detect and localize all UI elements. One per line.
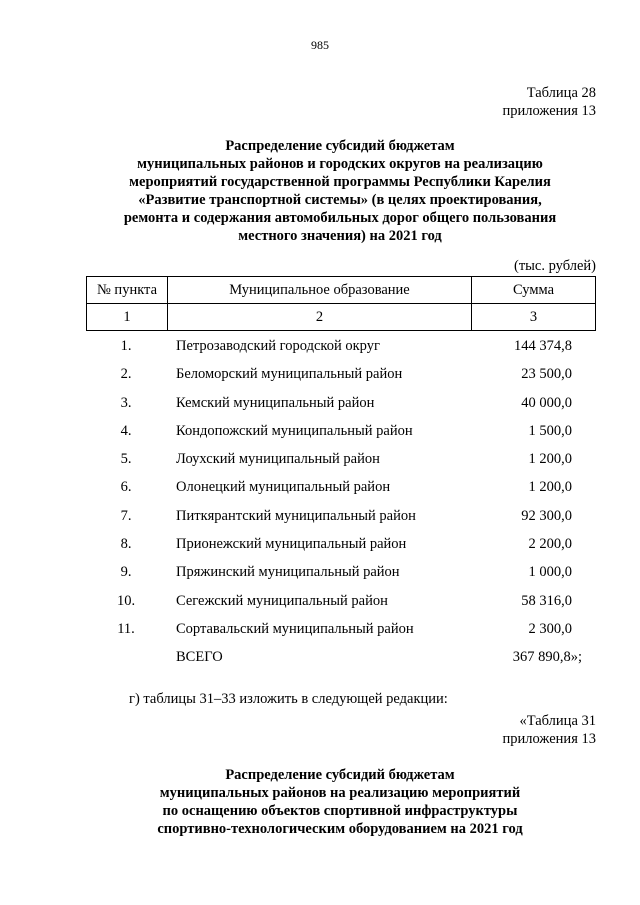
total-row [86, 649, 596, 677]
table-reference-line: Таблица 28 [526, 85, 596, 101]
header-cell-municipality: Муниципальное образование [168, 277, 472, 304]
table-reference-line: приложения 13 [502, 103, 596, 119]
row-number: 10. [116, 592, 136, 609]
row-municipality: Петрозаводский городской округ [176, 338, 380, 354]
row-sum: 92 300,0 [521, 507, 572, 524]
table-row [86, 395, 596, 423]
row-number: 5. [120, 451, 132, 468]
row-number: 6. [120, 479, 132, 496]
table-row [86, 423, 596, 451]
table-row [86, 366, 596, 394]
row-municipality: Олонецкий муниципальный район [176, 479, 391, 496]
title-line: ремонта и содержания автомобильных дорог общего пользования [123, 210, 557, 226]
header-cell-sum: Сумма [472, 277, 596, 304]
row-number: 9. [120, 564, 132, 581]
row-municipality: Сортавальский муниципальный район [176, 620, 414, 637]
row-municipality: Кемский муниципальный район [176, 394, 375, 411]
row-number: 2. [120, 366, 132, 383]
table-header [86, 276, 596, 331]
row-sum: 2 200,0 [528, 536, 572, 553]
row-municipality: Сегежский муниципальный район [176, 592, 388, 609]
table-row [86, 508, 596, 536]
header-row [87, 277, 596, 304]
table-title [60, 137, 620, 245]
table-reference [503, 84, 596, 120]
row-sum: 58 316,0 [521, 592, 572, 609]
total-sum: 367 890,8»; [512, 649, 582, 666]
row-municipality: Кондопожский муниципальный район [176, 422, 413, 439]
table-reference [503, 712, 596, 748]
table-row [86, 564, 596, 592]
row-number: 1. [120, 338, 132, 354]
row-municipality: Лоухский муниципальный район [176, 451, 380, 468]
total-label: ВСЕГО [176, 649, 223, 666]
table-row [86, 536, 596, 564]
table-row [86, 451, 596, 479]
row-sum: 23 500,0 [521, 366, 572, 383]
title-line: мероприятий государственной программы Республики Карелия [129, 174, 551, 190]
row-number: 4. [120, 422, 132, 439]
title-line: Распределение субсидий бюджетам [225, 767, 455, 783]
row-number: 11. [117, 620, 135, 637]
row-sum: 40 000,0 [521, 394, 572, 411]
row-sum: 1 200,0 [528, 479, 572, 496]
row-number: 8. [120, 536, 132, 553]
table-row [86, 338, 596, 366]
title-line: муниципальных районов на реализацию мероприятий [159, 785, 521, 801]
table-title [60, 766, 620, 838]
title-line: местного значения) на 2021 год [238, 228, 442, 244]
title-line: спортивно-технологическим оборудованием на 2021 год [157, 821, 523, 837]
row-municipality: Питкярантский муниципальный район [176, 507, 416, 524]
page-number: 985 [311, 38, 329, 52]
row-sum: 2 300,0 [528, 620, 572, 637]
table-body [86, 338, 596, 678]
row-municipality: Беломорский муниципальный район [176, 366, 403, 383]
table-row [86, 593, 596, 621]
column-number-cell: 1 [87, 304, 168, 331]
column-number-cell: 3 [472, 304, 596, 331]
row-number: 3. [120, 394, 132, 411]
row-sum: 1 200,0 [528, 451, 572, 468]
title-line: Распределение субсидий бюджетам [225, 138, 455, 154]
row-sum: 1 000,0 [528, 564, 572, 581]
row-sum: 144 374,8 [514, 338, 572, 354]
title-line: муниципальных районов и городских округов на реализацию [137, 156, 543, 172]
row-sum: 1 500,0 [528, 422, 572, 439]
header-cell-number: № пункта [87, 277, 168, 304]
table-reference-line: приложения 13 [502, 731, 596, 747]
column-number-cell: 2 [168, 304, 472, 331]
title-line: «Развитие транспортной системы» (в целях проектирования, [138, 192, 542, 208]
amendment-note: г) таблицы 31–33 изложить в следующей редакции: [129, 691, 448, 707]
units-label: (тыс. рублей) [514, 258, 596, 274]
column-number-row [87, 304, 596, 331]
title-line: по оснащению объектов спортивной инфраструктуры [162, 803, 518, 819]
table-row [86, 479, 596, 507]
table-row [86, 621, 596, 649]
row-municipality: Прионежский муниципальный район [176, 536, 407, 553]
table-reference-line: «Таблица 31 [519, 713, 596, 729]
row-municipality: Пряжинский муниципальный район [176, 564, 400, 581]
row-number: 7. [120, 507, 132, 524]
